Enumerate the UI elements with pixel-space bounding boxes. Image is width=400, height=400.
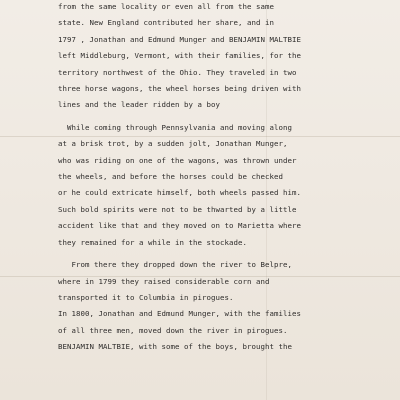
text-line: territory northwest of the Ohio. They traveled in two [58, 67, 297, 77]
text-line: Such bold spirits were not to be thwarted by a little [58, 204, 297, 214]
text-line: left Middleburg, Vermont, with their families, for the [58, 51, 301, 61]
text-line: of all three men, moved down the river in pirogues. [58, 325, 288, 335]
text-line: In 1800, Jonathan and Edmund Munger, with the families [58, 309, 301, 319]
text-line: lines and the leader ridden by a boy [58, 100, 220, 110]
text-line: 1797 , Jonathan and Edmund Munger and BENJAMIN MALTBIE [58, 34, 301, 44]
text-line: or he could extricate himself, both wheels passed him. [58, 188, 301, 198]
text-line: at a brisk trot, by a sudden jolt, Jonathan Munger, [58, 139, 288, 149]
text-line: they remained for a while in the stockade. [58, 237, 247, 247]
text-line: three horse wagons, the wheel horses being driven with [58, 84, 301, 94]
text-line: where in 1799 they raised considerable corn and [58, 276, 270, 286]
text-line: BENJAMIN MALTBIE, with some of the boys, brought the [58, 342, 292, 352]
text-line: from the same locality or even all from the same [58, 2, 274, 11]
text-line: accident like that and they moved on to Marietta where [58, 221, 301, 231]
document-body [58, 0, 398, 356]
text-line: transported it to Columbia in pirogues. [58, 292, 234, 302]
text-line: While coming through Pennsylvania and moving along [58, 122, 292, 132]
text-line: who was riding on one of the wagons, was thrown under [58, 155, 297, 165]
text-line: From there they dropped down the river to Belpre, [58, 260, 292, 270]
text-line: the wheels, and before the horses could be checked [58, 172, 283, 182]
text-line: state. New England contributed her share, and in [58, 18, 274, 28]
